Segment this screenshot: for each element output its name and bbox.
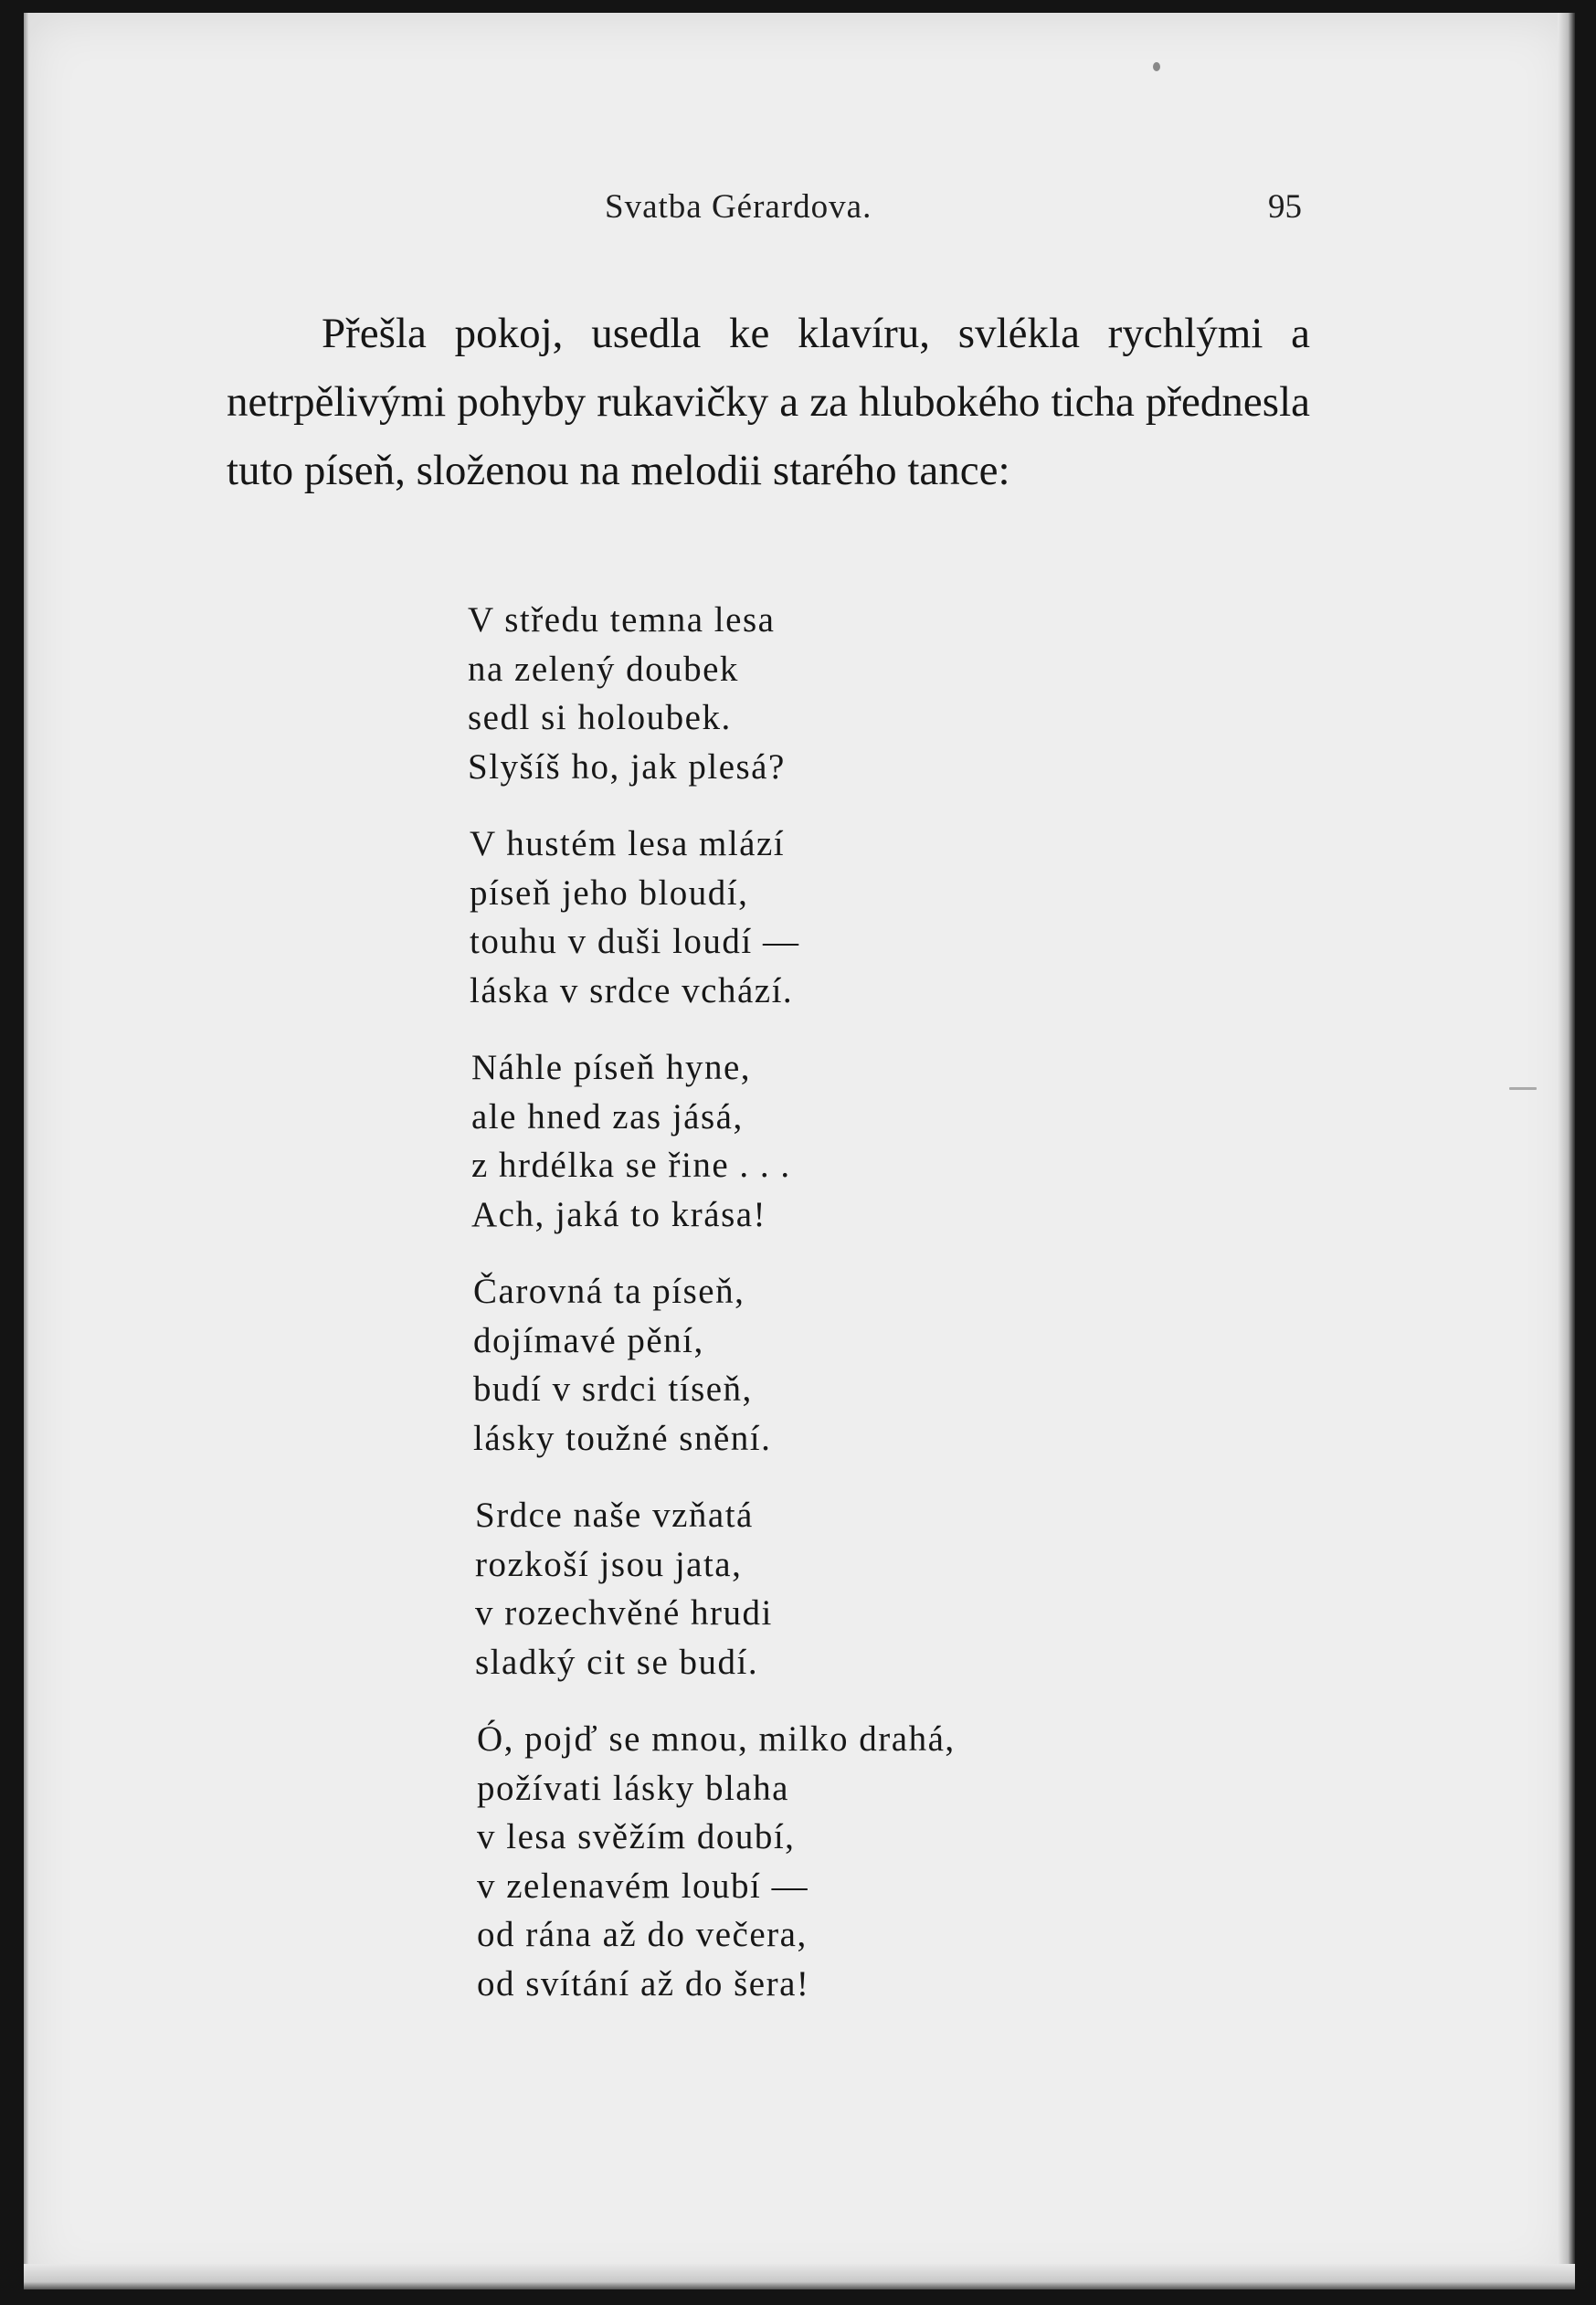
- poem-line: lásky toužné snění.: [473, 1418, 772, 1458]
- poem-line: Srdce naše vzňatá: [475, 1496, 754, 1535]
- poem-line: v rozechvěné hrudi: [475, 1593, 773, 1633]
- poem: [468, 596, 1162, 2036]
- poem-line: dojímavé pění,: [473, 1320, 704, 1360]
- paper-speck: [1153, 62, 1160, 71]
- poem-line: Ach, jaká to krása!: [471, 1194, 767, 1234]
- stanza: [473, 1267, 1162, 1463]
- poem-line: v lesa svěžím doubí,: [477, 1817, 796, 1856]
- stanza: [477, 1715, 1162, 2008]
- poem-line: touhu v duši loudí —: [470, 922, 800, 961]
- poem-line: píseň jeho bloudí,: [470, 872, 749, 913]
- stanza: [471, 1043, 1162, 1239]
- paper-mark: [1509, 1087, 1537, 1090]
- poem-line: Náhle píseň hyne,: [471, 1048, 752, 1087]
- running-header-title: Svatba Gérardova.: [605, 188, 872, 226]
- poem-line: budí v srdci tíseň,: [473, 1369, 753, 1409]
- poem-line: na zelený doubek: [468, 649, 739, 689]
- poem-line: sladký cit se budí.: [475, 1642, 759, 1682]
- page-edge-left: [24, 13, 29, 2289]
- poem-line: láska v srdce vchází.: [470, 970, 794, 1010]
- poem-line: od rána až do večera,: [477, 1915, 808, 1954]
- page-edge-right: [1558, 13, 1575, 2289]
- poem-line: ale hned zas jásá,: [471, 1096, 744, 1137]
- page-number: 95: [1268, 188, 1302, 226]
- prose-paragraph: Přešla pokoj, usedla ke klavíru, svlékla rychlými a netrpělivými pohyby rukavičky a za hlubokého ticha přednesla tuto píseň, složenou na melodii starého tance:: [227, 310, 1310, 494]
- poem-line: od svítání až do šera!: [477, 1963, 810, 2004]
- poem-line: rozkoší jsou jata,: [475, 1544, 743, 1584]
- poem-line: požívati lásky blaha: [477, 1768, 789, 1808]
- poem-line: v zelenavém loubí —: [477, 1866, 809, 1906]
- poem-line: V středu temna lesa: [468, 600, 776, 640]
- stanza: [470, 819, 1162, 1015]
- poem-line: Slyšíš ho, jak plesá?: [468, 746, 786, 787]
- poem-line: V hustém lesa mlází: [470, 824, 786, 863]
- stanza: [468, 596, 1162, 791]
- poem-line: z hrdélka se řine . . .: [471, 1146, 791, 1185]
- poem-line: Ó, pojď se mnou, milko drahá,: [477, 1719, 956, 1759]
- poem-line: sedl si holoubek.: [468, 698, 732, 737]
- stanza: [475, 1491, 1162, 1686]
- page-edge-bottom: [24, 2264, 1575, 2289]
- poem-line: Čarovná ta píseň,: [473, 1272, 745, 1311]
